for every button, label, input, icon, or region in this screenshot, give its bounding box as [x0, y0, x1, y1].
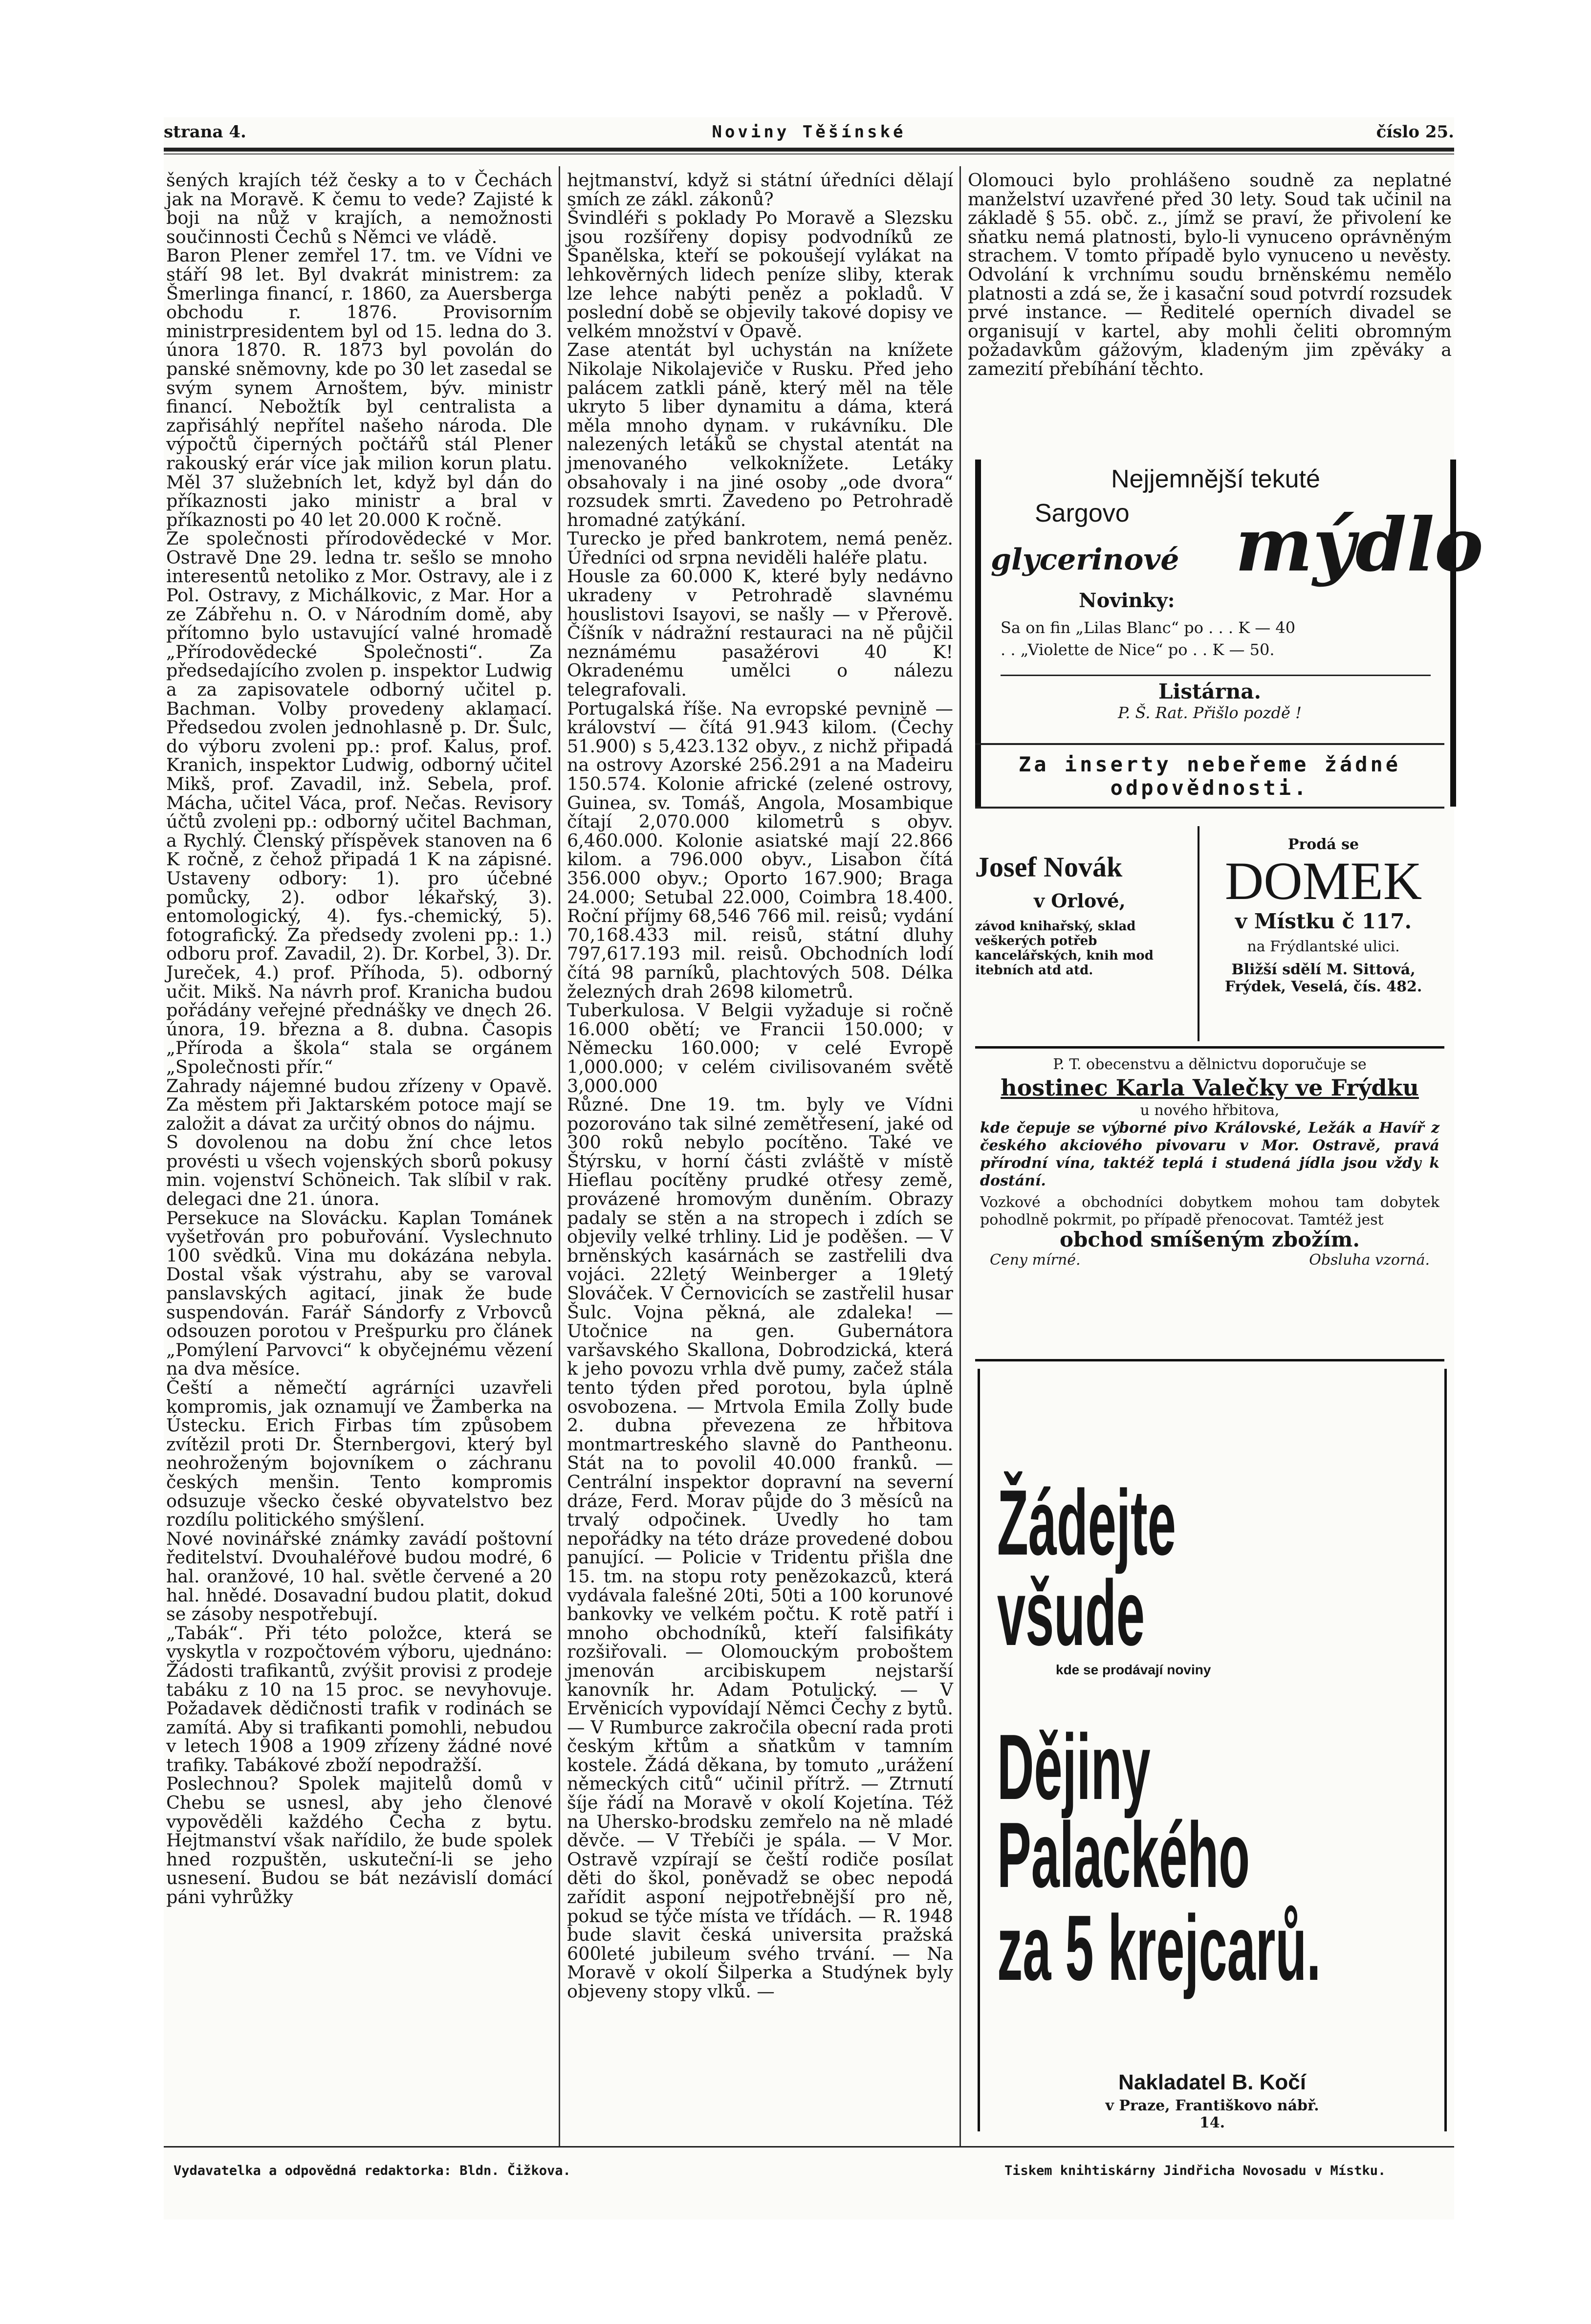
page-header: [164, 122, 1454, 152]
divider: [1001, 675, 1431, 676]
article-paragraph: S dovolenou na dobu žní chce letos provésti u všech vojenských sborů pokusy min. vojenství Schöneich. Tak slíbil v rak. delegaci dne 21. února.: [166, 1132, 552, 1210]
divider: [975, 743, 1444, 745]
footer-printer: Tiskem knihtiskárny Jindřicha Novosadu v Místku.: [1004, 2163, 1386, 2178]
article-paragraph: „Tabák“. Při této položce, která se vyskytla v rozpočtovém výboru, ujednáno: Žádosti trafikantů, zvýšit provisi z prodeje tabáku z 10 na 15 proc. se nevyhovuje. Požadavek dědičnosti trafik v rodinách se zamítá. Aby si trafikanti pomohli, nebudou v letech 1908 a 1909 zřízeny žádné nové trafiky. Tabákové zboží nepodražší.: [166, 1622, 552, 1776]
article-paragraph: Nové novinářské známky zavádí poštovní ředitelství. Dvouhaléřové budou modré, 6 hal. oranžové, 10 hal. světle červené a 20 hal. hnědé. Dosavadní budou platit, dokud se zásoby nespotřebují.: [166, 1528, 552, 1625]
valecka-obchod: obchod smíšeným zbožím.: [1059, 1228, 1360, 1251]
dejiny-l2: všude: [997, 1561, 1145, 1665]
issue-number: číslo 25.: [1376, 122, 1454, 142]
dejiny-addr: v Praze, Františkovo nábř.: [1105, 2097, 1319, 2114]
novak-advertisement: [975, 826, 1193, 1041]
soap-ad-row2: . . „Violette de Nice“ po . . K — 50.: [1001, 640, 1275, 659]
article-paragraph: Čeští a němečtí agrárníci uzavřeli kompromis, jak oznamují ve Žamberka na Ústecku. Erich Firbas tím způsobem zvítězil proti Dr. Šternbergovi, který byl neohroženým bojovníkem o záchranu českých menšin. Tento kompromis odsuzuje všecko české obyvatelstvo bez rozdílu politického smýšlení.: [166, 1377, 552, 1531]
domek-prodam: Prodá se: [1287, 836, 1359, 853]
domek-advertisement: [1202, 826, 1444, 1041]
novak-town: v Orlové,: [1034, 890, 1126, 912]
article-paragraph: Persekuce na Slovácku. Kaplan Tománek vyšetřován pro pobuřování. Vyslechnuto 100 svědků. Vina mu dokázána nebyla. Dostal však výstrahu, aby se varoval panslavských agitací, jinak že bude suspendován. Farář Sándorfy z Vrbovců odsouzen porotou v Prešpurku pro článek „Pomýlení Parvovci“ k obyčejnému vězení na dva měsíce.: [166, 1207, 552, 1380]
soap-ad-word1: glycerinové: [991, 543, 1179, 577]
newspaper-title: Noviny Těšínské: [712, 122, 906, 142]
ad-border-right: [1444, 1369, 1447, 2131]
article-paragraph: Zase atentát byl uchystán na knížete Nikolaje Nikolajeviče v Rusku. Před jeho palácem zatkli páně, který měl na těle ukryto 5 liber dynamitu a dáma, která měla mnoho dynam. v rukávníku. Dle nalezených letáků se chystal atentát na jmenovaného velkoknížete. Letáky obsahovaly i na jiné osoby „ode dvora“ rozsudek smrti. Zavedeno po Petrohradě hromadné zatýkání.: [567, 339, 953, 530]
article-paragraph: Poslechnou? Spolek majitelů domů v Chebu se usnesl, aby jeho členové vypověděli každého Čecha z bytu. Hejtmanství však nařídilo, že bude spolek hned rozpuštěn, uskuteční-li se jeho usnesení. Budou se bát nezávislí domácí páni vyhrůžky: [166, 1773, 552, 1908]
domek-title: DOMEK: [1224, 851, 1422, 911]
inserty-line1: Za inserty nebeřeme žádné: [1018, 752, 1401, 776]
dejiny-num: 14.: [1199, 2114, 1225, 2131]
header-rule: [164, 148, 1454, 152]
divider: [975, 1359, 1444, 1361]
dejiny-publisher: Nakladatel B. Kočí: [1118, 2070, 1306, 2094]
article-paragraph: Portugalská říše. Na evropské pevnině — království — čítá 91.943 kilom. (Čechy 51.900) s 5,423.132 obyv., z nichž připadá na ostrovy Azorské 256.291 a na Madeiru 150.574. Kolonie africké (zelené ostrovy, Guinea, sv. Tomáš, Angola, Mosambique čítají 2,070.000 kilometrů s obyv. 6,460.000. Kolonie asiatské mají 22.866 kilom. a 796.000 obyv., Lisabon čítá 356.000 obyv.; Oporto 167.900; Braga 24.000; Setubal 22.000, Coimbra 18.400. Roční příjmy 68,546 766 mil. reisů; vydání 70,168.433 mil. reisů, státní dluhy 797,617.193 mil. reisů. Obchodních lodí čítá 98 parníků, plachtových 508. Délka železných drah 2698 kilometrů.: [567, 698, 953, 1002]
valecka-name: hostinec Karla Valečky ve Frýdku: [1001, 1074, 1419, 1101]
article-paragraph: Tuberkulosa. V Belgii vyžaduje si ročně 16.000 obětí; ve Francii 150.000; v Německu 160.000; v celé Evropě 1,000.000; v celém civilisovaném světě 3,000.000: [567, 1000, 953, 1096]
listarna: [975, 680, 1444, 722]
domek-address: v Místku č 117.: [1235, 909, 1412, 933]
divider: [975, 1046, 1444, 1049]
inserty-line2: odpovědnosti.: [1110, 776, 1309, 800]
soap-ad-word2: mýdlo: [1235, 502, 1483, 588]
footer-editor: Vydavatelka a odpovědná redaktorka: Bldn. Čižkova.: [174, 2163, 571, 2178]
article-paragraph: Ze společnosti přírodovědecké v Mor. Ostravě Dne 29. ledna tr. sešlo se mnoho interesentů netoliko z Mor. Ostravy, ale i z Pol. Ostravy, z Michálkovic, z Mar. Hor a ze Zábřehu n. O. v Národním domě, aby přítomno bylo ustavující valné hromadě „Přírodovědecké Společnosti“. Za předsedajícího zvolen p. inspektor Ludwig a za zapisovatele odborný učitel p. Bachman. Volby provedeny aklamací. Předsedou zvolen jednohlasně p. Dr. Šulc, do výboru zvoleni pp.: prof. Kalus, prof. Kranich, inspektor Ludwig, odborný učitel Mikš, prof. Zavadil, inž. Sebela, prof. Mácha, učitel Váca, prof. Nečas. Revisory účtů zvoleni pp.: odborný učitel Bachman, a Rychlý. Členský příspěvek stanoven na 6 K ročně, z čehož připadá 1 K na zápisné. Ustaveny odbory: 1). pro účebné pomůcky, 2). odbor lékařský, 3). entomologický, 4). fys.-chemický, 5). fotografický. Za předsedy zvoleni pp.: 1.) odboru prof. Zavadil, 2). Dr. Korbel, 3). Dr. Jureček, 4.) prof. Příhoda, 5). odborný učit. Mikš. Na návrh prof. Kranicha budou pořádány veřejné přednášky ve dnech 26. února, 19. března a 8. dubna. Časopis „Příroda a škola“ stala se orgánem „Společnosti přír.“: [166, 528, 552, 1077]
article-paragraph: Olomouci bylo prohlášeno soudně za neplatné manželství uzavřené před 30 lety. Soud tak učinil na základě § 55. obč. z., jímž se praví, že přivolení ke sňatku nemá platnosti, bylo-li vynuceno oprávněným strachem. V tomto případě bylo vynuceno u nevěsty. Odvolání k vrchnímu soudu brněnskému nemělo platnosti a zdá se, že i kasační soud potvrdí rozsudek prvé instance. — Ředitelé operních divadel se organisují v kartel, aby mohli čeliti obromným požadavkům gážovým, kladeným jim zpěváky a zamezití přebíhání těchto.: [968, 170, 1452, 379]
divider: [1198, 826, 1199, 1041]
soap-ad-line1: Nejjemnější tekuté: [1111, 465, 1320, 493]
footer-rule: [164, 2146, 1454, 2148]
article-paragraph: šených krajích též česky a to v Čechách jak na Moravě. K čemu to vede? Zajisté k boji na nůž v krajích, a nemožnosti součinnosti Čechů s Němci ve vládě.: [166, 170, 552, 247]
column-3-text: [968, 171, 1452, 379]
soap-ad-line2: Sargovo: [1035, 499, 1130, 527]
dejiny-l6: za 5 krejcarů.: [997, 1896, 1321, 2000]
novak-name: Josef Novák: [975, 851, 1123, 883]
column-1: [166, 171, 552, 1907]
soap-ad-row1: Sa on fin „Lilas Blanc“ po . . . K — 40: [1001, 618, 1296, 637]
valecka-prices: Ceny mírné.: [990, 1251, 1081, 1269]
ad-border-left: [978, 1369, 980, 2131]
dejiny-l5: Palackého: [997, 1803, 1250, 1907]
dejiny-l1: Žádejte: [997, 1471, 1176, 1575]
dejiny-l3: kde se prodávají noviny: [1056, 1662, 1211, 1677]
listarna-title: Listárna.: [1158, 680, 1262, 703]
inserty-notice: [975, 753, 1444, 800]
domek-near: na Frýdlantské ulici.: [1247, 938, 1400, 955]
valecka-advertisement: [980, 1056, 1439, 1271]
valecka-text: kde čepuje se výborné pivo Královské, Ležák a Havíř z českého akciového pivovaru v Mor. Ostravě, pravá přírodní vína, taktéž teplá i studená jídla jsou vždy k dostání.: [980, 1119, 1439, 1189]
dejiny-l4: Dějiny: [997, 1715, 1151, 1819]
listarna-note: P. Š. Rat. Přišlo pozdě !: [1118, 703, 1302, 722]
valecka-intro: P. T. obecenstvu a dělnictvu doporučuje se: [1053, 1056, 1367, 1073]
valecka-service: Obsluha vzorná.: [1309, 1251, 1430, 1269]
column-divider: [559, 166, 560, 2146]
article-paragraph: Turecko je před bankrotem, nemá peněz. Úředníci od srpna neviděli haléře platu.: [567, 528, 953, 568]
valecka-footer-line: [980, 1251, 1439, 1271]
divider: [975, 807, 1444, 809]
novak-desc: závod knihařský, sklad veškerých potřeb kancelářských, knih mod itebních atd atd.: [975, 919, 1154, 978]
page-number: strana 4.: [164, 122, 246, 142]
newspaper-page: [164, 117, 1483, 2219]
column-divider: [959, 166, 961, 2146]
header-rule-thin: [164, 153, 1454, 154]
dejiny-advertisement: [978, 1369, 1447, 2131]
article-paragraph: Zahrady nájemné budou zřízeny v Opavě. Za městem při Jaktarském potoce mají se založit a dávat za určitý obnos do nájmu.: [166, 1075, 552, 1134]
valecka-near: u nového hřbitova,: [1140, 1102, 1280, 1119]
article-paragraph: Švindléři s poklady Po Moravě a Slezsku jsou rozšířeny dopisy podvodníků ze Španělska, kteří se pokoušejí vylákat na lehkověrných lidech peníze sliby, kterak lze lehce nabýti peněz a pokladů. V poslední době se objevily takové dopisy ve velkém množství v Opavě.: [567, 207, 953, 342]
column-2: [567, 171, 953, 2001]
domek-info: Bližší sdělí M. Sittová,: [1231, 961, 1416, 978]
article-paragraph: Baron Plener zemřel 17. tm. ve Vídni ve stáří 98 let. Byl dvakrát ministrem: za Šmerlinga financí, r. 1860, za Auersberga obchodu r. 1876. Provisorním ministrpresidentem byl od 15. ledna do 3. února 1870. R. 1873 byl povolán do panské sněmovny, kde po 30 let zasedal se svým synem Arnoštem, býv. ministr financí. Nebožtík byl centralista a zapřisáhlý nepřítel našeho národa. Dle výpočtů čiperných počtářů stál Plener rakouský erár více jak milion korun platu. Měl 37 služebních let, když byl dán do příkaznosti jako ministr a bral v příkaznosti po 40 let 20.000 K ročně.: [166, 245, 552, 530]
article-paragraph: Různé. Dne 19. tm. byly ve Vídni pozorováno tak silné zemětřesení, jaké od 300 roků nebylo pocítěno. Také ve Štýrsku, v horní části zvláště v místě Hieflau pocítěny prudké otřesy země, provázené hromovým duněním. Obrazy padaly se stěn a na stropech i zdích se objevily velké trhliny. Lid je poděšen. — V brněnských kasárnách se zastřelili dva vojáci. 22letý Weinberger a 19letý Slováček. V Černovicích se zastřelil husar Šulc. Vojna pěkná, ale zdaleka! — Utočnice na gen. Gubernátora varšavského Skallona, Dobrodzická, která k jeho povozu vrhla dvě pumy, začež stála tento týden před porotou, byla úplně osvobozena. — Mrtvola Emila Zolly bude 2. dubna převezena ze hřbitova montmartreského slavně do Pantheonu. Stát na to povolil 40.000 franků. — Centrální inspektor dopravní na severní dráze, Ferd. Morav půjde do 3 měsíců na trvalý odpočinek. Uvedly ho tam nepořádky na této dráze provedené dobou panující. — Policie v Tridentu přišla dne 15. tm. na stopu roty penězokazců, která vydávala falešné 20ti, 50ti a 100 korunové bankovky ve velkém počtu. K rotě patří i mnoho obchodníků, kteří falsifikáty rozšiřovali. — Olomouckým proboštem jmenován arcibiskupem nejstarší kanovník hr. Adam Potulický. — V Ervěnicích vypovídají Němci Čechy z bytů. — V Rumburce zakročila obecní rada proti českým křtům a sňatkům v tamním kostele. Žádá děkana, by tomuto „urážení německých citů“ učinil přítrž. — Ztrnutí šíje řádí na Moravě v okolí Kojetína. Též na Uhersko-brodsku zemřelo na ně mladé děvče. — V Třebíči je spála. — V Mor. Ostravě vzpírají se čeští rodiče posílat děti do škol, poněvadž se obec nepodá zařídit asponí nejpotřebnější pro ně, pokud se týče místa ve třídách. — R. 1948 bude slavit česká universita pražská 600leté jubileum svého trvání. — Na Moravě v okolí Šilperka a Studýnek byly objeveny stopy vlků. —: [567, 1094, 953, 2002]
article-paragraph: Housle za 60.000 K, které byly nedávno ukradeny v Petrohradě slavnému houslistovi Isayovi, se našly — v Přerově. Číšník v nádražní restauraci na ně půjčil neznámému pasažérovi 40 K! Okradenému umělci o nálezu telegrafovali.: [567, 566, 953, 701]
article-paragraph: hejtmanství, když si státní úředníci dělají smích ze zákl. zákonů?: [567, 170, 953, 210]
valecka-text2: Vozkové a obchodníci dobytkem mohou tam dobytek pohodlně pokrmit, po případě přenocovat. Tamtéž jest: [980, 1194, 1439, 1228]
soap-ad-novinky: Novinky:: [1079, 589, 1175, 612]
domek-info2: Frýdek, Veselá, čís. 482.: [1224, 978, 1422, 995]
